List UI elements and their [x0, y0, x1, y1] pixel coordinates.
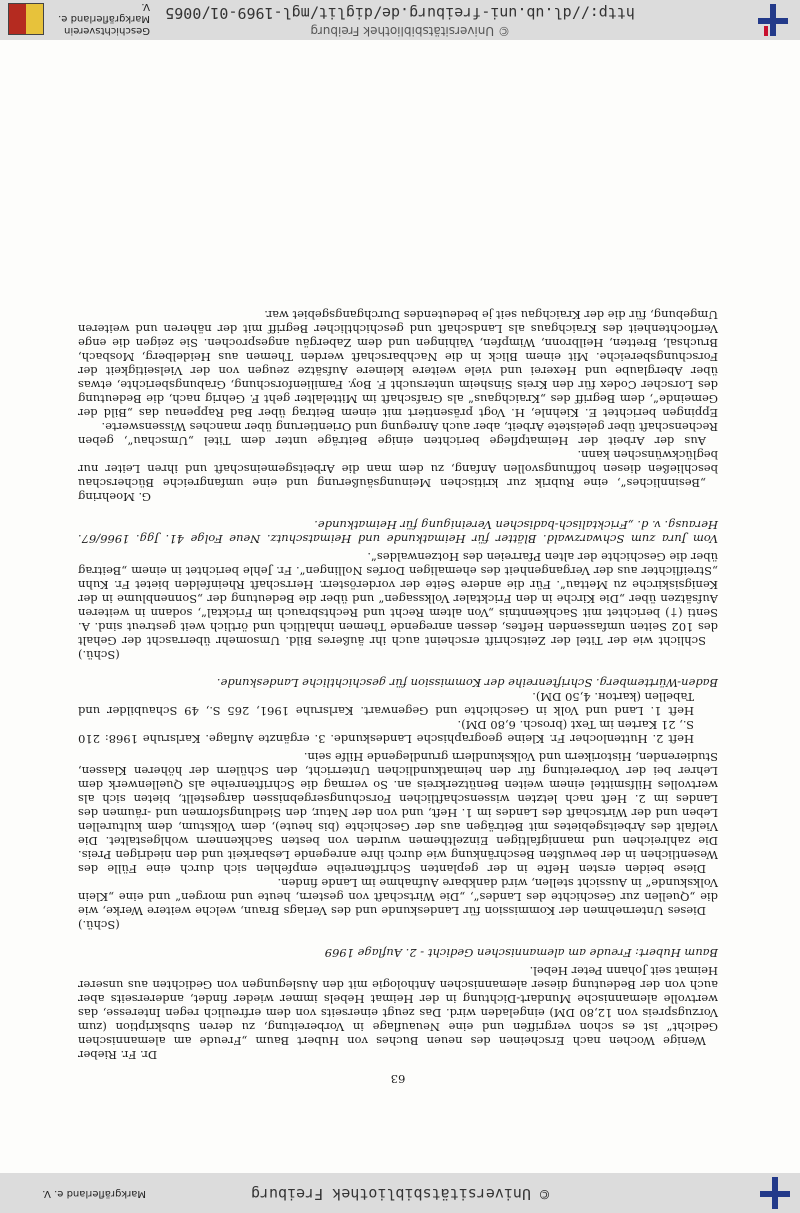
- paragraph-2: Aus der Arbeit der Heimatpflege berichten einige Beiträge unter dem Titel „Umschau“, geben Rechenschaft über geleistete Arbeit, aber auch Anregung und Orientierung über manches Wissenswerte.: [78, 420, 718, 448]
- review3-body2: Dieses Unternehmen der Kommission für Landeskunde und des Verlags Braun, welche weitere Werke, wie die „Quellen zur Geschichte des Landes“, „Die Wirtschaft von gestern, heute und morgen“ und eine „Klein Volkskunde“ in Aussicht stellen, wird dankbare Aufnahme im Lande finden.: [78, 876, 718, 918]
- paragraph-1: Eppingen berichtet E. Kiehnle, H. Vogt präsentiert mit einem Beitrag über Bad Rappenau das „Bild der Gemeinde“, dem Begriff des „Kraichgaus“ als Grafschaft im Mittelalter geht F. Gehrig nach, die Bedeutung des Lorscher Codex für den Kreis Sinsheim untersucht F. Boy. Familienforschung, Grabungsberichte, etwas über Aberglaube und Hexerei und viele weitere kleinere Aufsätze zeugen von der Vielseitigkeit der Forschungsbereiche. Mit einem Blick in die Nachbarschaft werden Themen aus Heidelberg, Mosbach, Bruchsal, Bretten, Heilbronn, Wimpfen, Vaihingen und dem Zabergäu angesprochen. Sie zeigen die enge Verflochtenheit des Kraichgaus als Landschaft und geschichtlicher Begriff mit der näheren und weiteren Umgebung, für die der Kraichgau seit je bedeutendes Durchgangsgebiet war.: [78, 308, 718, 420]
- society-logo-icon: [8, 3, 44, 35]
- paragraph-3: „Besinnliches“, eine Rubrik zur kritischen Meinungsäußerung und eine umfangreiche Bücherschau beschließen diesen hoffnungsvollen Anfang, zu dem man die Arbeitsgemeinschaft und ihren Leiter nur beglückwünschen kann.: [78, 448, 718, 490]
- header-bar: [0, 0, 800, 40]
- header-url[interactable]: http://dl.ub.uni-freiburg.de/diglit/mgl-1969-01/0065: [165, 4, 635, 22]
- ub-freiburg-logo-icon: [758, 4, 788, 36]
- review1-signature: G. Moehring: [78, 490, 151, 504]
- review2-body: Schlicht wie der Titel der Zeitschrift erscheint auch ihr äußeres Bild. Umsomehr überrascht der Gehalt des 102 Seiten umfassenden Heftes, dessen anregende Themen inhaltlich und örtlich weit gestreut sind. A. Senti (†) berichtet mit Sachkenntnis „Von altem Recht und Rechtsbrauch im Fricktal“, sodann in weiteren Aufsätzen über „Die Kirche in den Fricktaler Volkssagen“ und über die Bedeutung der „Sonnenblume in der Kenigsiskirche zu Mettau“. Für die andere Seite der vorderösterr. Herrschaft Rheinfelden bietet Fr. Kuhn „Streiflichter aus der Vergangenheit des ehemaligen Dorfes Nollingen“. Fr. Jehle berichtet in einem „Beitrag über die Geschichte der alten Pfarreien des Hotzenwaldes“.: [78, 550, 718, 648]
- review2-heading: Vom Jura zum Schwarzwald. Blätter für Heimatkunde und Heimatschutz. Neue Folge 41. Jgg. 1966/67. Herausg. v. d. „Fricktalisch-badischen Vereinigung für Heimatkunde.: [78, 518, 718, 546]
- review3-item2: Heft 2. Huttenlocher Fr. Kleine geographische Landeskunde. 3. ergänzte Auflage. Karlsruhe 1968: 210 S., 21 Karten im Text (brosch. 6,80 DM).: [78, 718, 694, 746]
- review3-body1: Diese beiden ersten Hefte in der geplanten Schriftenreihe empfehlen sich durch eine Fülle des Wesentlichen in der bewußten Beschränkung wie durch ihre anregende Lesbarkeit und den niedrigen Preis. Die zahlreichen und mannigfaltigen Einzelthemen wurden von besten Sachkennern wohlgestaltet. Die Vielfalt des Arbeitsgebietes mit Beiträgen aus der Geschichte (bis heute), dem Volkstum, dem kulturellen Leben und der Wirtschaft des Landes im 1. Heft, und von der Natur, den Siedlungsformen und -räumen des Landes im 2. Heft nach letzten wissenschaftlichen Forschungsergebnissen dargestellt, bieten sich als wertvolles Hilfsmittel einem weiten Benützerkreis an. So vermag die Schriftenreihe als Quellenwerk dem Lehrer bei der Vorbereitung für den heimatkundlichen Unterricht, den Schülern der höheren Klassen, Studierenden, Historikern und Volkskundlern grundlegende Hilfe sein.: [78, 750, 718, 876]
- ub-logo-icon: [760, 1177, 790, 1209]
- footer-society-name: Markgräflerland e. V.: [42, 1188, 146, 1199]
- review4-heading: Baum Hubert: Freude am alemannischen Gedicht - 2. Auflage 1969: [324, 946, 718, 960]
- review3-signature: (Schü.): [78, 918, 120, 932]
- footer-bar: [0, 1173, 800, 1213]
- review4-signature: Dr. Fr. Rieber: [78, 1048, 158, 1062]
- header-society-name: Geschichtsverein Markgräflerland e. V.: [58, 1, 150, 36]
- review2-signature: (Schü.): [78, 648, 120, 662]
- review3-heading: Baden-Württemberg. Schriftenreihe der Kommission für geschichtliche Landeskunde.: [216, 676, 718, 690]
- page-text: [78, 308, 718, 1086]
- page-number: 63: [390, 1072, 406, 1086]
- header-copyright: © Universitätsbibliothek Freiburg: [310, 24, 510, 38]
- review3-item1: Heft 1. Land und Volk in Geschichte und Gegenwart. Karlsruhe 1961, 265 S., 49 Schaubilder und Tabellen (kartoн. 4,50 DM).: [78, 690, 694, 718]
- footer-copyright: © Universitätsbibliothek Freiburg: [251, 1185, 550, 1203]
- review4-body: Wenige Wochen nach Erscheinen des neuen Buches von Hubert Baum „Freude am alemannischen Gedicht“ ist es schon vergriffen und eine Neuauflage in Vorbereitung, zu deren Subskription (zum Vorzugspreis von 12,80 DM) eingeladen wird. Das zeugt einerseits von dem erfreulich regen Interesse, das wertvolle alemannische Mundart-Dichtung in der Heimat Hebels immer wieder findet, andererseits aber auch von der Bedeutung dieser alemannischen Anthologie mit den Auslegungen von Gedichten aus unserer Heimat seit Johann Peter Hebel.: [78, 964, 718, 1048]
